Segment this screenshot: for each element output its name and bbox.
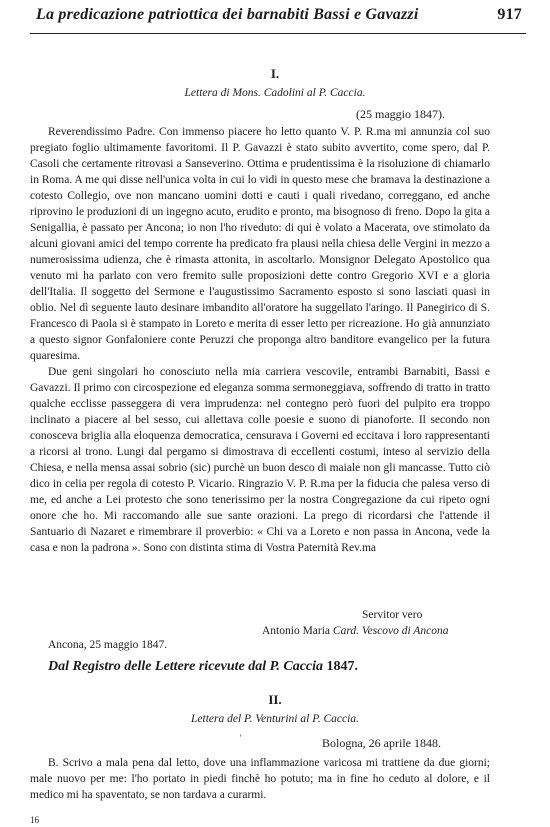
letter-1-body — [30, 124, 490, 556]
letter-1-title: Lettera di Mons. Cadolini al P. Caccia. — [184, 87, 366, 99]
letter-2-paragraph: B. Scrivo a mala pena dal letto, dove una inflammazione varicosa mi trattiene da due giorni; male nuovo per me: l'ho portato in piedi finchè ho potuto; ma in fine ho ceduto al dolore, e il medico mi ha spaventato, se non tardava a curarmi. — [30, 757, 490, 801]
letter-2-numeral: II. — [268, 692, 282, 707]
registro-text: Dal Registro delle Lettere ricevute dal P. Caccia — [48, 659, 324, 674]
registro-heading — [48, 659, 358, 675]
running-header — [36, 6, 522, 32]
letter-1-numeral: I. — [270, 66, 280, 81]
letter-2-title: Lettera del P. Venturini al P. Caccia. — [191, 713, 359, 725]
letter-2-date: Bologna, 26 aprile 1848. — [322, 736, 441, 750]
letter-1-closing: Servitor vero — [362, 609, 423, 621]
letter-1-paragraph-2: Due geni singolari ho conosciuto nella mia carriera vescovile, entrambi Barnabiti, Bassi e Gavazzi. Il primo con circospezione ed eleganza somma sermoneggiava, soffrendo di tratto in tratto qualche ecclisse passeggera di vera imprudenza: nel contegno però fuori del pulpito era troppo inclinato a piacere al bel sesso, cui allettava colle poesie e suono di pianoforte. Il secondo non conosceva briglia alla eloquenza democratica, censurava i Governi ed eccitava i loro rappresentanti a ricorsi al trono. Lungi dal pergamo si dimostrava di eccellenti costumi, inteso al servizio della Chiesa, e nella mensa assai sobrio (sic) purchè un buon desco di maiale non gli mancasse. Tutto ciò dico in celia per regola di cotesto P. Vicario. Ringrazio V. P. R.ma per la fiducia che palesa verso di me, ed anche a Lei protesto che sono tenerissimo per la nostra Congregazione da cui ripeto ogni onore che ho. Mi raccomando alle sue sante orazioni. La prego di ricordarsi che l'attende il Santuario di Nazaret e rimembrare il proverbio: « Chi va a Loreto e non passa in Ancona, vede la casa e non la padrona ». Sono con distinta stima di Vostra Paternità Rev.ma — [30, 366, 490, 554]
signature-mark: 16 — [30, 815, 39, 825]
running-title: La predicazione patriottica dei barnabiti Bassi e Gavazzi — [36, 6, 419, 23]
stray-mark: ' — [240, 733, 242, 743]
signature-name: Antonio Maria — [262, 625, 331, 637]
signature-title: Card. Vescovo di Ancona — [332, 625, 449, 637]
letter-1-paragraph-1: Reverendissimo Padre. Con immenso piacere ho letto quanto V. P. R.ma mi annunzia col suo pregiato foglio ultimamente favoritomi. Il P. Gavazzi è stato subito avvertito, come spero, dal P. Casoli che certamente ritrovasi a Sanseverino. Ottima e prudentissima è la risoluzione di chiamarlo in Roma. A me qui disse nell'unica volta in cui lo vidi in questo mese che bramava la destinazione a cotesto Collegio, ove non mancano uomini dotti e cauti i quali rivedano, correggano, ed anche riprovino le produzioni di un ingegno acuto, erudito e pronto, ma bisognoso di freno. Dopo la gita a Senigallia, è passato per Ancona; io non l'ho riveduto: di qui è volato a Macerata, ove stimolato da alcuni giovani amici del tempo corrente ha predicato fra plausi nella chiesa delle Vergini in mezzo a numerosissima udienza, che è rimasta attonita, in ascoltarlo. Monsignor Delegato Apostolico qua venuto mi ha parlato con vero fremito sulle proposizioni dette contro Gregorio XVI e a gloria dell'Italia. Il soggetto del Sermone e l'augustissimo Sacramento esposto si sono lasciati quasi in oblio. Nel dì seguente lauto desinare imbandito all'oratore ha suggellato l'aringo. Il Panegirico di S. Francesco di Paola si è stampato in Loreto e merita di esser letto per ricreazione. Ho già annunziato a questo signor Gonfaloniere conte Peruzzi che proponga altro banditore evangelico per la futura quaresima. — [30, 126, 490, 362]
letter-2-body — [30, 755, 490, 803]
letter-1-signature — [262, 625, 449, 637]
letter-1-place-date: Ancona, 25 maggio 1847. — [48, 639, 168, 651]
header-rule — [30, 33, 526, 34]
letter-1-date: (25 maggio 1847). — [356, 107, 445, 121]
page-number: 917 — [497, 6, 522, 23]
registro-year: 1847. — [326, 659, 359, 674]
